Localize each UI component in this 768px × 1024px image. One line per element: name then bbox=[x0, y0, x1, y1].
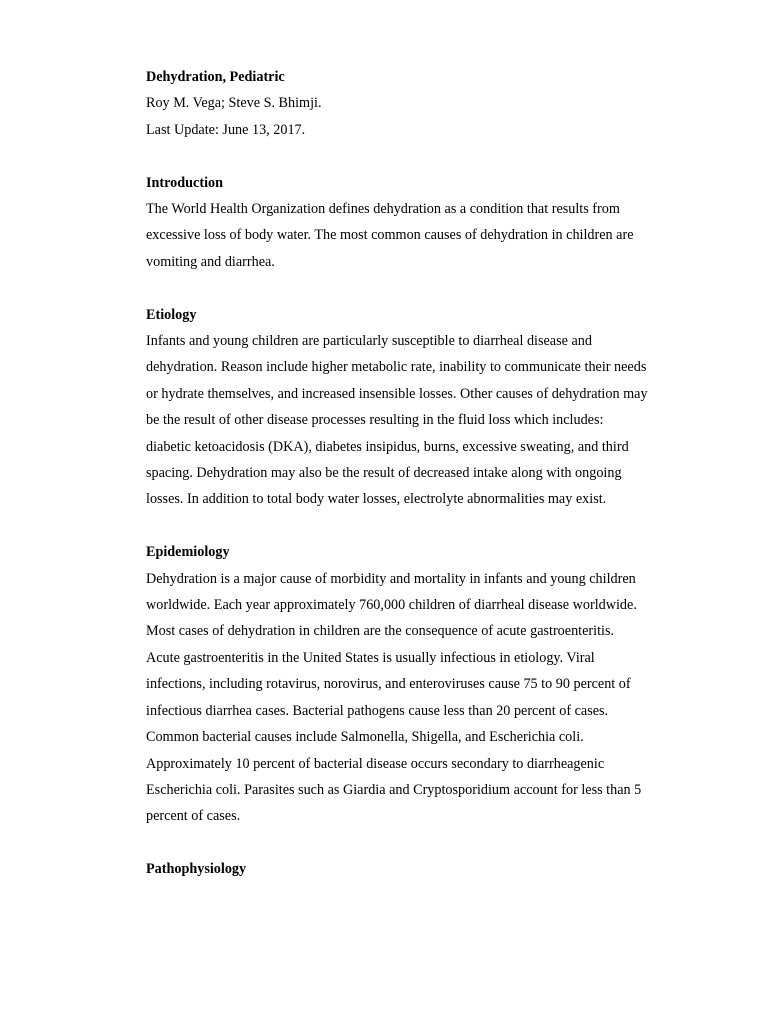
section-pathophysiology bbox=[146, 856, 706, 882]
paragraph-line: infectious diarrhea cases. Bacterial pathogens cause less than 20 percent of cases. bbox=[146, 702, 609, 719]
section-paragraph bbox=[146, 566, 706, 830]
paragraph-line: worldwide. Each year approximately 760,000 children of diarrheal disease worldwide. bbox=[146, 597, 637, 614]
document-authors: Roy M. Vega; Steve S. Bhimji. bbox=[146, 95, 322, 112]
paragraph-line: dehydration. Reason include higher metabolic rate, inability to communicate their needs bbox=[146, 359, 647, 376]
paragraph-line: be the result of other disease processes resulting in the fluid loss which includes: bbox=[146, 412, 604, 429]
paragraph-line: Acute gastroenteritis in the United States is usually infectious in etiology. Viral bbox=[146, 649, 595, 666]
paragraph-line: Dehydration is a major cause of morbidity and mortality in infants and young children bbox=[146, 570, 636, 587]
section-heading: Introduction bbox=[146, 174, 223, 191]
paragraph-line: percent of cases. bbox=[146, 808, 241, 825]
section-etiology bbox=[146, 302, 706, 513]
section-epidemiology bbox=[146, 539, 706, 829]
document-header bbox=[146, 64, 706, 143]
paragraph-line: vomiting and diarrhea. bbox=[146, 253, 275, 270]
paragraph-line: Approximately 10 percent of bacterial disease occurs secondary to diarrheagenic bbox=[146, 755, 605, 772]
paragraph-line: The World Health Organization defines dehydration as a condition that results from bbox=[146, 201, 620, 218]
paragraph-line: Common bacterial causes include Salmonella, Shigella, and Escherichia coli. bbox=[146, 729, 584, 746]
paragraph-line: Infants and young children are particularly susceptible to diarrheal disease and bbox=[146, 333, 592, 350]
document-title: Dehydration, Pediatric bbox=[146, 69, 285, 85]
section-heading: Pathophysiology bbox=[146, 861, 247, 878]
paragraph-line: infections, including rotavirus, norovirus, and enteroviruses cause 75 to 90 percent of bbox=[146, 676, 631, 693]
section-heading: Etiology bbox=[146, 306, 197, 323]
section-spacer bbox=[146, 513, 706, 539]
paragraph-line: spacing. Dehydration may also be the result of decreased intake along with ongoing bbox=[146, 465, 622, 482]
section-spacer bbox=[146, 830, 706, 856]
paragraph-line: diabetic ketoacidosis (DKA), diabetes insipidus, burns, excessive sweating, and third bbox=[146, 438, 629, 455]
paragraph-line: or hydrate themselves, and increased insensible losses. Other causes of dehydration may bbox=[146, 385, 648, 402]
paragraph-line: Escherichia coli. Parasites such as Giardia and Cryptosporidium account for less than 5 bbox=[146, 781, 642, 798]
section-spacer bbox=[146, 143, 706, 169]
paragraph-line: losses. In addition to total body water losses, electrolyte abnormalities may exist. bbox=[146, 491, 607, 508]
section-introduction bbox=[146, 170, 706, 276]
section-heading: Epidemiology bbox=[146, 544, 230, 561]
paragraph-line: excessive loss of body water. The most common causes of dehydration in children are bbox=[146, 227, 634, 244]
paragraph-line: Most cases of dehydration in children are the consequence of acute gastroenteritis. bbox=[146, 623, 615, 640]
document-last-update: Last Update: June 13, 2017. bbox=[146, 121, 306, 138]
section-paragraph bbox=[146, 328, 706, 513]
section-spacer bbox=[146, 275, 706, 301]
section-paragraph bbox=[146, 196, 706, 275]
document-body bbox=[146, 64, 706, 883]
